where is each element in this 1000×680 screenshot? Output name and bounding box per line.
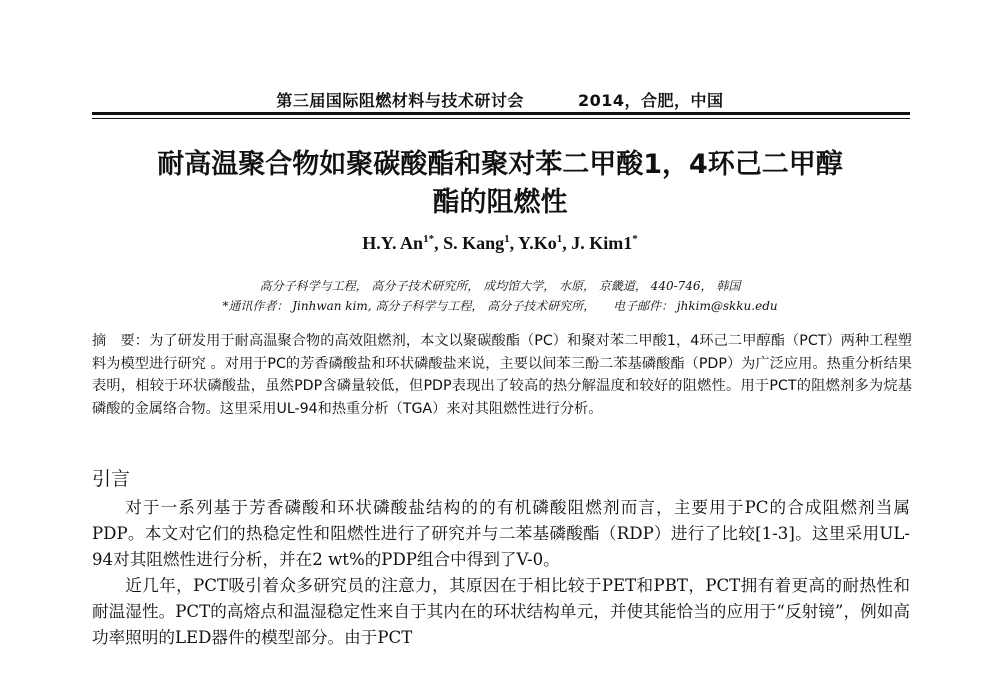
header-rule-thin	[92, 118, 910, 119]
author-name: H.Y. An	[362, 233, 424, 253]
author-list: H.Y. $An^{1*}$, S. Kang$^1$, Y.Ko$^1$, J. Kim1*	[362, 233, 638, 253]
author-mark: 1*	[423, 233, 435, 245]
email-label: 电子邮件：	[613, 299, 674, 313]
author-mark: 1	[504, 233, 510, 245]
author-name: J. Kim1	[571, 233, 633, 253]
conference-date-place: 2014，合肥，中国	[578, 91, 724, 110]
corresponding-author-line	[0, 297, 1000, 314]
abstract-label: 摘 要：	[92, 333, 150, 349]
running-header	[0, 88, 1000, 111]
author-name: Y.Ko	[517, 233, 557, 253]
paper-title	[80, 146, 920, 222]
title-line-2: 酯的阻燃性	[432, 187, 568, 218]
paragraph: 对于一系列基于芳香磷酸和环状磷酸盐结构的的有机磷酸阻燃剂而言，主要用于PC的合成阻燃剂当属PDP。本文对它们的热稳定性和阻燃性进行了研究并与二苯基磷酸酯（RDP）进行了比较[1-3]。这里采用UL-94对其阻燃性进行分析，并在2 wt%的PDP组合中得到了V-0。	[92, 498, 910, 569]
corresponding-text: Jinhwan kim, 高分子科学与工程， 高分子技术研究所，	[292, 299, 596, 313]
abstract	[92, 330, 912, 420]
author-name: S. Kang	[443, 233, 505, 253]
introduction-body	[92, 495, 910, 651]
conference-name: 第三届国际阻燃材料与技术研讨会	[276, 91, 524, 110]
author-mark: *	[632, 233, 638, 245]
title-line-1: 耐高温聚合物如聚碳酸酯和聚对苯二甲酸1，4环己二甲醇	[157, 149, 843, 180]
corresponding-label: *通讯作者：	[222, 299, 289, 313]
header-rule-thick	[92, 112, 910, 115]
paragraph: 近几年，PCT吸引着众多研究员的注意力，其原因在于相比较于PET和PBT，PCT拥有着更高的耐热性和耐温湿性。PCT的高熔点和温湿稳定性来自于其内在的环状结构单元，并使其能恰当的应用于“反射镜”，例如高功率照明的LED器件的模型部分。由于PCT	[92, 576, 910, 647]
email-address: jhkim@skku.edu	[676, 299, 778, 313]
author-mark: 1	[556, 233, 563, 245]
affiliation-line: 高分子科学与工程， 高分子技术研究所， 成均馆大学， 水原， 京畿道， 440-746， 韩国	[259, 279, 741, 293]
section-heading-introduction: 引言	[92, 468, 131, 490]
abstract-text: 为了研发用于耐高温聚合物的高效阻燃剂，本文以聚碳酸酯（PC）和聚对苯二甲酸1，4环己二甲醇酯（PCT）两种工程塑料为模型进行研究 。对用于PC的芳香磷酸盐和环状磷酸盐来说，主要以间苯三酚二苯基磷酸酯（PDP）为广泛应用。热重分析结果表明，相较于环状磷酸盐，虽然PDP含磷量较低，但PDP表现出了较高的热分解温度和较好的阻燃性。用于PCT的阻燃剂多为烷基磷酸的金属络合物。这里采用UL-94和热重分析（TGA）来对其阻燃性进行分析。	[92, 333, 912, 417]
